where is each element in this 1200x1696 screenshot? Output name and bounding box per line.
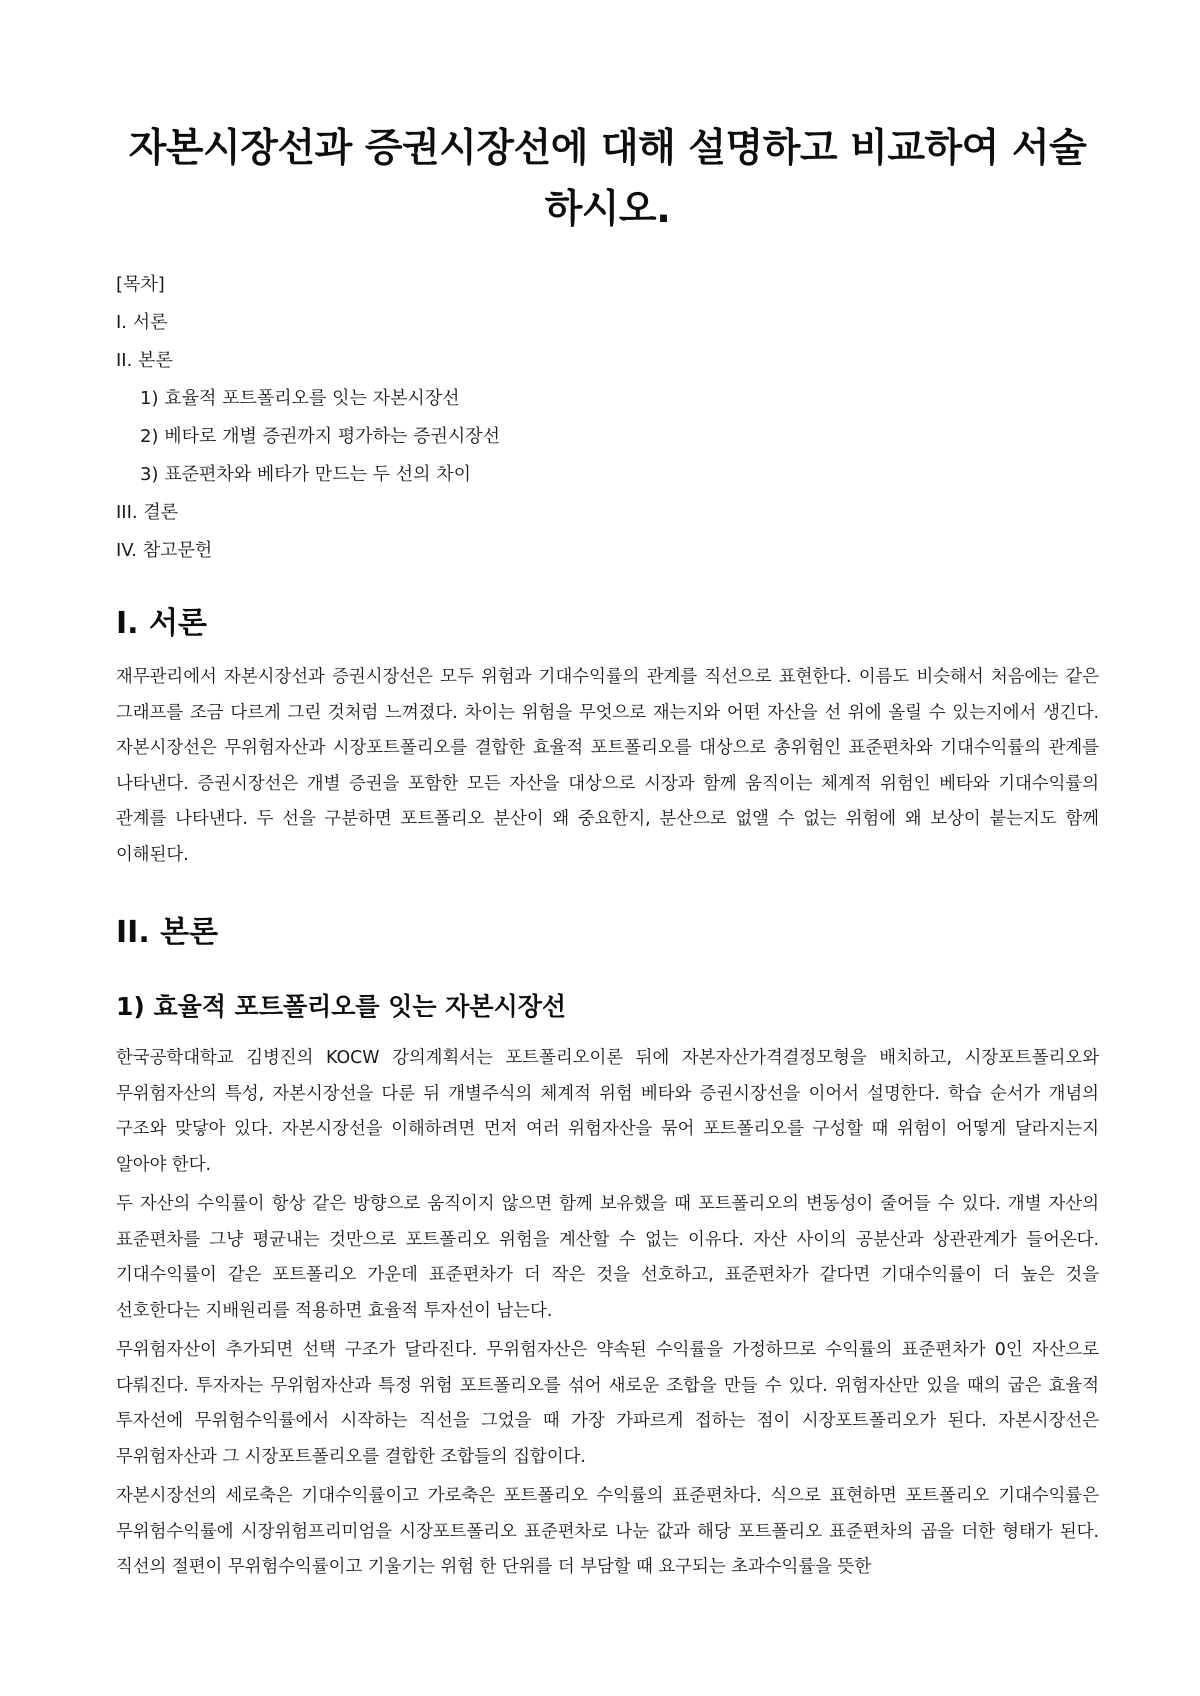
toc-item-sub2: 2) 베타로 개별 증권까지 평가하는 증권시장선 xyxy=(140,426,501,447)
sub1-paragraph-3: 무위험자산이 추가되면 선택 구조가 달라진다. 무위험자산은 약속된 수익률을 가정하므로 수익률의 표준편차가 0인 자산으로 다뤄진다. 투자자는 무위험자산과 특정 위험 포트폴리오를 섞어 새로운 조합을 만들 수 있다. 위험자산만 있을 때의 굽은 효율적 투자선에 무위험수익률에서 시작하는 직선을 그었을 때 가장 가파르게 접하는 점이 시장포트폴리오가 된다. 자본시장선은 무위험자산과 그 시장포트폴리오를 결합한 조합들의 집합이다. xyxy=(116,1340,1099,1467)
body-heading: II. 본론 xyxy=(116,915,219,950)
toc-item-conclusion: III. 결론 xyxy=(116,502,179,523)
toc-item-body: II. 본론 xyxy=(116,350,173,371)
toc-item-sub1: 1) 효율적 포트폴리오를 잇는 자본시장선 xyxy=(140,388,460,409)
document-page xyxy=(116,0,1099,1586)
toc-item-intro: I. 서론 xyxy=(116,312,168,333)
toc-label: [목차] xyxy=(116,274,165,295)
table-of-contents xyxy=(116,266,1099,570)
toc-item-sub3: 3) 표준편차와 베타가 만드는 두 선의 차이 xyxy=(140,464,472,485)
sub1-paragraph-4: 자본시장선의 세로축은 기대수익률이고 가로축은 포트폴리오 수익률의 표준편차다. 식으로 표현하면 포트폴리오 기대수익률은 무위험수익률에 시장위험프리미엄을 시장포트폴리오 표준편차로 나눈 값과 해당 포트폴리오 표준편차의 곱을 더한 형태가 된다. 직선의 절편이 무위험수익률이고 기울기는 위험 한 단위를 더 부담할 때 요구되는 초과수익률을 뜻한 xyxy=(116,1486,1099,1577)
sub1-paragraph-2: 두 자산의 수익률이 항상 같은 방향으로 움직이지 않으면 함께 보유했을 때 포트폴리오의 변동성이 줄어들 수 있다. 개별 자산의 표준편차를 그냥 평균내는 것만으로 포트폴리오 위험을 계산할 수 없는 이유다. 자산 사이의 공분산과 상관관계가 들어온다. 기대수익률이 같은 포트폴리오 가운데 표준편차가 더 작은 것을 선호하고, 표준편차가 같다면 기대수익률이 더 높은 것을 선호한다는 지배원리를 적용하면 효율적 투자선이 남는다. xyxy=(116,1194,1099,1321)
intro-paragraph: 재무관리에서 자본시장선과 증권시장선은 모두 위험과 기대수익률의 관계를 직선으로 표현한다. 이름도 비슷해서 처음에는 같은 그래프를 조금 다르게 그린 것처럼 느껴졌다. 차이는 위험을 무엇으로 재는지와 어떤 자산을 선 위에 올릴 수 있는지에서 생긴다. 자본시장선은 무위험자산과 시장포트폴리오를 결합한 효율적 포트폴리오를 대상으로 총위험인 표준편차와 기대수익률의 관계를 나타낸다. 증권시장선은 개별 증권을 포함한 모든 자산을 대상으로 시장과 함께 움직이는 체계적 위험인 베타와 기대수익률의 관계를 나타낸다. 두 선을 구분하면 포트폴리오 분산이 왜 중요한지, 분산으로 없앨 수 없는 위험에 왜 보상이 붙는지도 함께 이해된다. xyxy=(116,667,1099,865)
document-title: 자본시장선과 증권시장선에 대해 설명하고 비교하여 서술하시오. xyxy=(128,126,1087,232)
sub1-heading: 1) 효율적 포트폴리오를 잇는 자본시장선 xyxy=(116,992,567,1021)
sub1-paragraph-1: 한국공학대학교 김병진의 KOCW 강의계획서는 포트폴리오이론 뒤에 자본자산가격결정모형을 배치하고, 시장포트폴리오와 무위험자산의 특성, 자본시장선을 다룬 뒤 개별주식의 체계적 위험 베타와 증권시장선을 이어서 설명한다. 학습 순서가 개념의 구조와 맞닿아 있다. 자본시장선을 이해하려면 먼저 여러 위험자산을 묶어 포트폴리오를 구성할 때 위험이 어떻게 달라지는지 알아야 한다. xyxy=(116,1048,1099,1175)
intro-heading: I. 서론 xyxy=(116,606,207,641)
toc-item-references: IV. 참고문헌 xyxy=(116,540,213,561)
